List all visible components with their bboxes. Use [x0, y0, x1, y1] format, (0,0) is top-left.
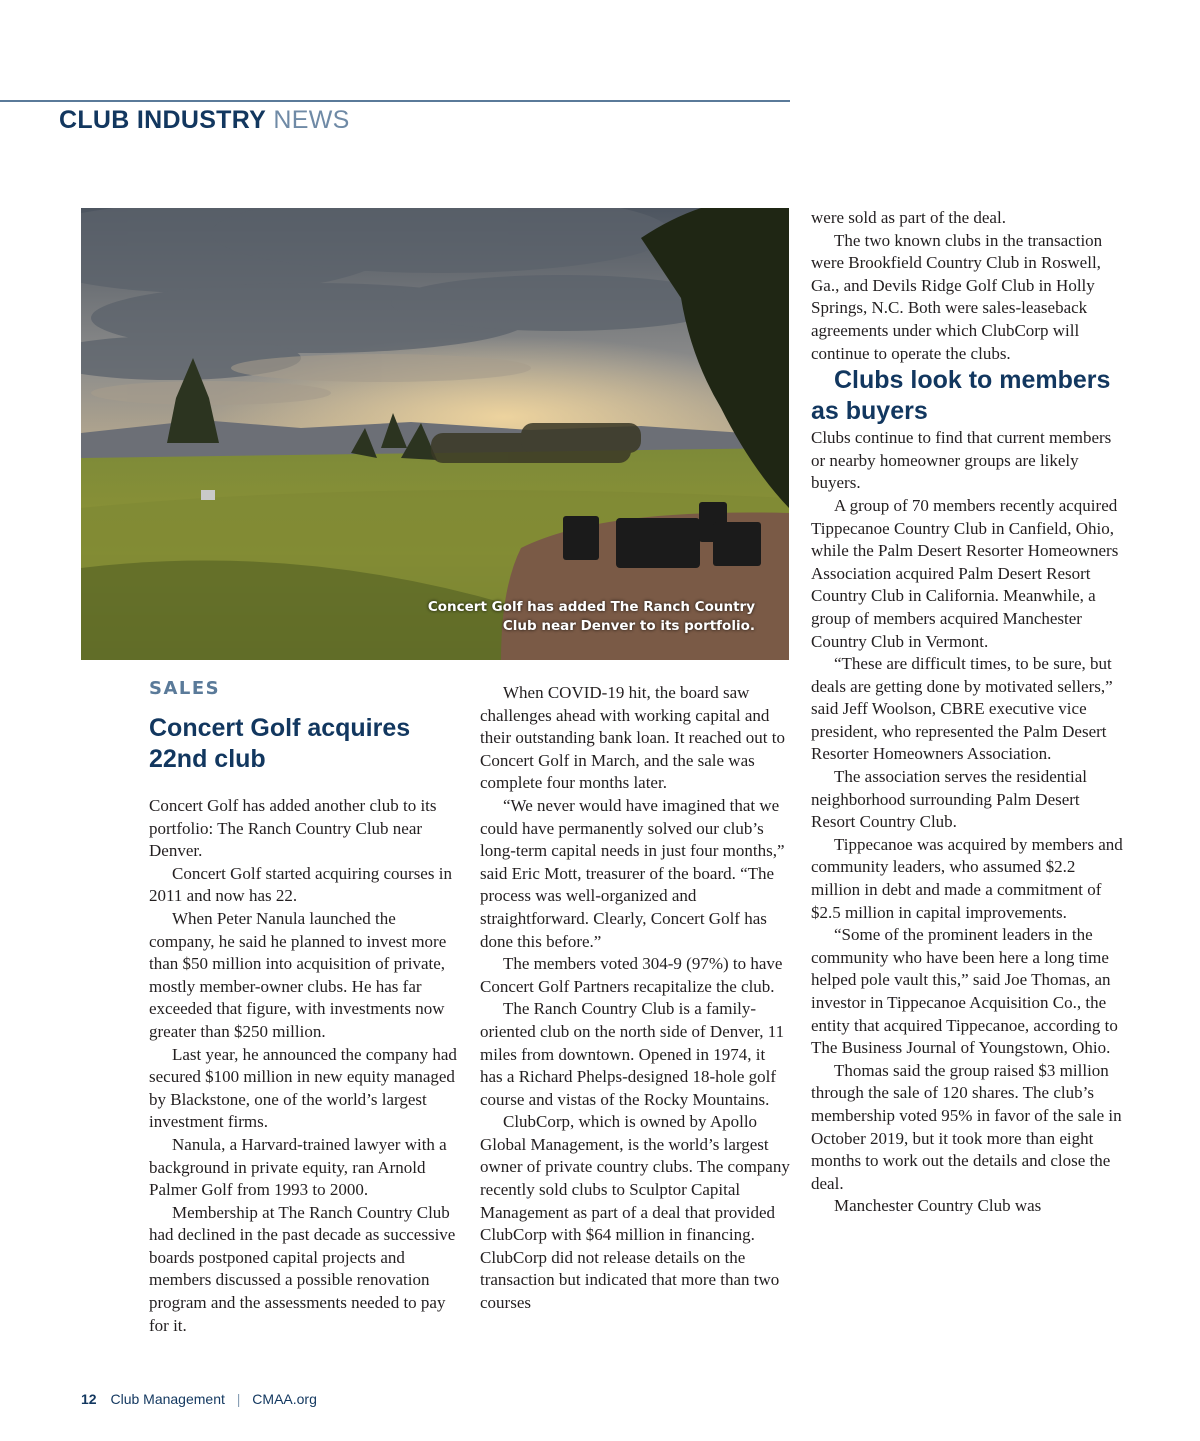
golf-course-image: [81, 208, 789, 660]
article-headline: Concert Golf acquires 22nd club: [149, 714, 411, 773]
article-column-2: [480, 682, 792, 1315]
section-subhead: Clubs look to members as buyers: [811, 366, 1111, 426]
paragraph: Tippecanoe was acquired by members and community leaders, who assumed $2.2 million in debt and made a commitment of $2.5 million in capital improvements.: [811, 834, 1123, 922]
paragraph: “These are difficult times, to be sure, but deals are getting done by motivated sellers,” said Jeff Woolson, CBRE executive vice president, who represented the Palm Desert Resorter Homeowners Association.: [811, 654, 1113, 764]
section-title-light: NEWS: [273, 106, 350, 134]
paragraph: Nanula, a Harvard-trained lawyer with a background in private equity, ran Arnold Palmer Golf from 1993 to 2000.: [149, 1134, 447, 1200]
section-title-bold: CLUB INDUSTRY: [59, 106, 267, 134]
paragraph: The Ranch Country Club is a family-oriented club on the north side of Denver, 11 miles from downtown. Opened in 1974, it has a Richard Phelps-designed 18-hole golf course and vistas of the Rocky Mountains.: [480, 999, 785, 1109]
paragraph: Clubs continue to find that current members or nearby homeowner groups are likely buyers.: [811, 428, 1112, 493]
paragraph: were sold as part of the deal.: [811, 208, 1006, 227]
publication-name: Club Management: [110, 1391, 225, 1407]
paragraph: Thomas said the group raised $3 million through the sale of 120 shares. The club’s membership voted 95% in favor of the sale in October 2019, but it took more than eight months to work out the details and close the deal.: [811, 1060, 1122, 1193]
footer-separator: |: [236, 1391, 241, 1407]
page-footer: [81, 1391, 317, 1407]
paragraph: The two known clubs in the transaction were Brookfield Country Club in Roswell, Ga., and Devils Ridge Golf Club in Holly Springs, N.C. Both were sales-leaseback agreements under which ClubCorp will continue to operate the clubs.: [811, 230, 1103, 363]
paragraph: Concert Golf started acquiring courses in 2011 and now has 22.: [149, 863, 452, 906]
paragraph: When COVID-19 hit, the board saw challenges ahead with working capital and their outstanding bank loan. It reached out to Concert Golf in March, and the sale was complete four months later.: [480, 683, 785, 793]
article-column-1: [149, 795, 461, 1337]
page-number: 12: [81, 1391, 97, 1407]
paragraph: Membership at The Ranch Country Club had declined in the past decade as successive boards postponed capital projects and members discussed a possible renovation program and the assessments needed to pay for it.: [149, 1202, 456, 1335]
site-link[interactable]: CMAA.org: [252, 1391, 317, 1407]
article-kicker: SALES: [149, 678, 221, 699]
paragraph: Last year, he announced the company had secured $100 million in new equity managed by Blackstone, one of the world’s largest investment firms.: [149, 1044, 457, 1132]
photo-caption: Concert Golf has added The Ranch Country Club near Denver to its portfolio.: [427, 599, 755, 634]
paragraph: “Some of the prominent leaders in the community who have been here a long time helped pole vault this,” said Joe Thomas, an investor in Tippecanoe Acquisition Co., the entity that acquired Tippecanoe, according to The Business Journal of Youngstown, Ohio.: [811, 925, 1118, 1058]
paragraph: Manchester Country Club was: [834, 1196, 1042, 1216]
paragraph: The association serves the residential neighborhood surrounding Palm Desert Resort Country Club.: [811, 767, 1088, 832]
golf-course-photo: [81, 208, 789, 660]
paragraph: When Peter Nanula launched the company, he said he planned to invest more than $50 million into acquisition of private, mostly member-owner clubs. He has far exceeded that figure, with investments now greater than $250 million.: [149, 908, 447, 1041]
article-column-3: [811, 207, 1123, 1218]
paragraph: ClubCorp, which is owned by Apollo Global Management, is the world’s largest owner of private country clubs. The company recently sold clubs to Sculptor Capital Management as part of a deal that provided ClubCorp with $64 million in financing. ClubCorp did not release details on the transaction but indicated that more than two courses: [480, 1112, 790, 1313]
paragraph: A group of 70 members recently acquired Tippecanoe Country Club in Canfield, Ohio, while the Palm Desert Resorter Homeowners Association acquired Palm Desert Resort Country Club in California. Meanwhile, a group of members acquired Manchester Country Club in Vermont.: [811, 495, 1119, 651]
header-rule: [0, 100, 790, 102]
paragraph: Concert Golf has added another club to its portfolio: The Ranch Country Club near Denver.: [149, 796, 437, 861]
section-header: [59, 106, 350, 135]
paragraph: “We never would have imagined that we could have permanently solved our club’s long-term capital needs in just four months,” said Eric Mott, treasurer of the board. “The process was well-organized and straightforward. Clearly, Concert Golf has done this before.”: [480, 795, 785, 951]
paragraph: The members voted 304-9 (97%) to have Concert Golf Partners recapitalize the club.: [480, 954, 783, 996]
